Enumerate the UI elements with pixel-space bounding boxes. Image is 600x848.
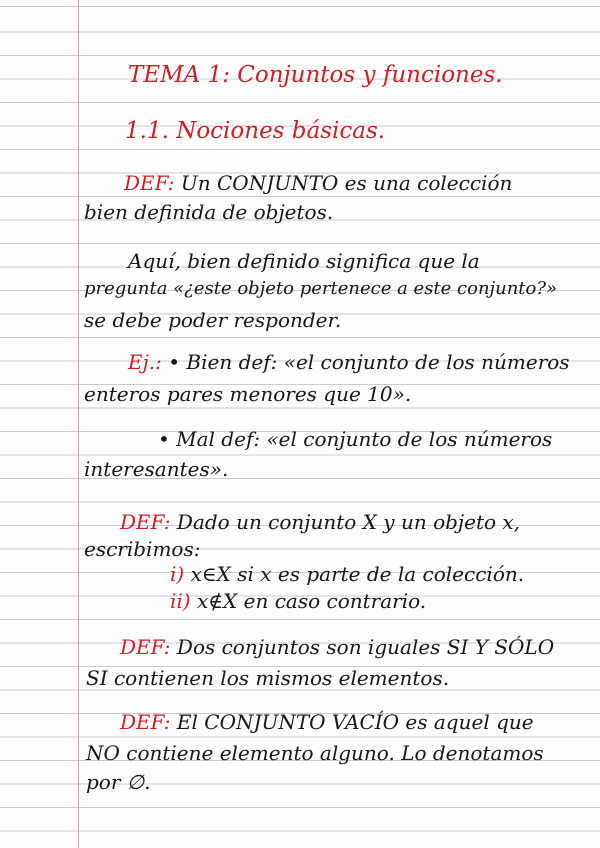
example-line1	[128, 352, 570, 372]
def3-tag: DEF:	[120, 635, 171, 659]
note-line1: Aquí, bien definido significa que la	[128, 249, 480, 273]
section-heading: 1.1. Nociones básicas.	[125, 118, 386, 144]
def4-line2: NO contiene elemento alguno. Lo denotamos	[86, 741, 544, 765]
def2-item-ii-text: x∉X en caso contrario.	[196, 589, 427, 613]
def3-line1	[120, 637, 554, 657]
example-tag: Ej.:	[128, 350, 162, 374]
def4-text1: El CONJUNTO VACÍO es aquel que	[176, 710, 534, 734]
def1-text1: Un CONJUNTO es una colección	[180, 171, 513, 195]
def2-item-i	[170, 564, 524, 584]
example-good2: enteros pares menores que 10».	[84, 382, 412, 406]
def1-line2: bien definida de objetos.	[84, 200, 334, 224]
def4-line1	[120, 712, 534, 732]
example-good1: • Bien def: «el conjunto de los números	[168, 350, 570, 374]
note-line3: se debe poder responder.	[84, 308, 342, 332]
def1-tag: DEF:	[124, 171, 175, 195]
def2-line2: escribimos:	[84, 537, 201, 561]
def4-line3: por ∅.	[86, 770, 151, 794]
def2-text1: Dado un conjunto X y un objeto x,	[176, 510, 521, 534]
def2-item-ii	[170, 591, 426, 611]
example-bad2: interesantes».	[84, 457, 229, 481]
page-title: TEMA 1: Conjuntos y funciones.	[128, 62, 503, 88]
def2-item-ii-label: ii)	[170, 589, 191, 613]
def4-tag: DEF:	[120, 710, 171, 734]
def3-text1: Dos conjuntos son iguales SI Y SÓLO	[176, 635, 555, 659]
def2-item-i-label: i)	[170, 562, 185, 586]
example-bad1: • Mal def: «el conjunto de los números	[158, 427, 553, 451]
def2-line1	[120, 512, 520, 532]
def1-line1	[124, 173, 512, 193]
def2-item-i-text: x∈X si x es parte de la colección.	[190, 562, 525, 586]
def2-tag: DEF:	[120, 510, 171, 534]
note-line2: pregunta «¿este objeto pertenece a este conjunto?»	[84, 278, 558, 299]
margin-line	[78, 0, 79, 848]
def3-line2: SI contienen los mismos elementos.	[86, 666, 450, 690]
